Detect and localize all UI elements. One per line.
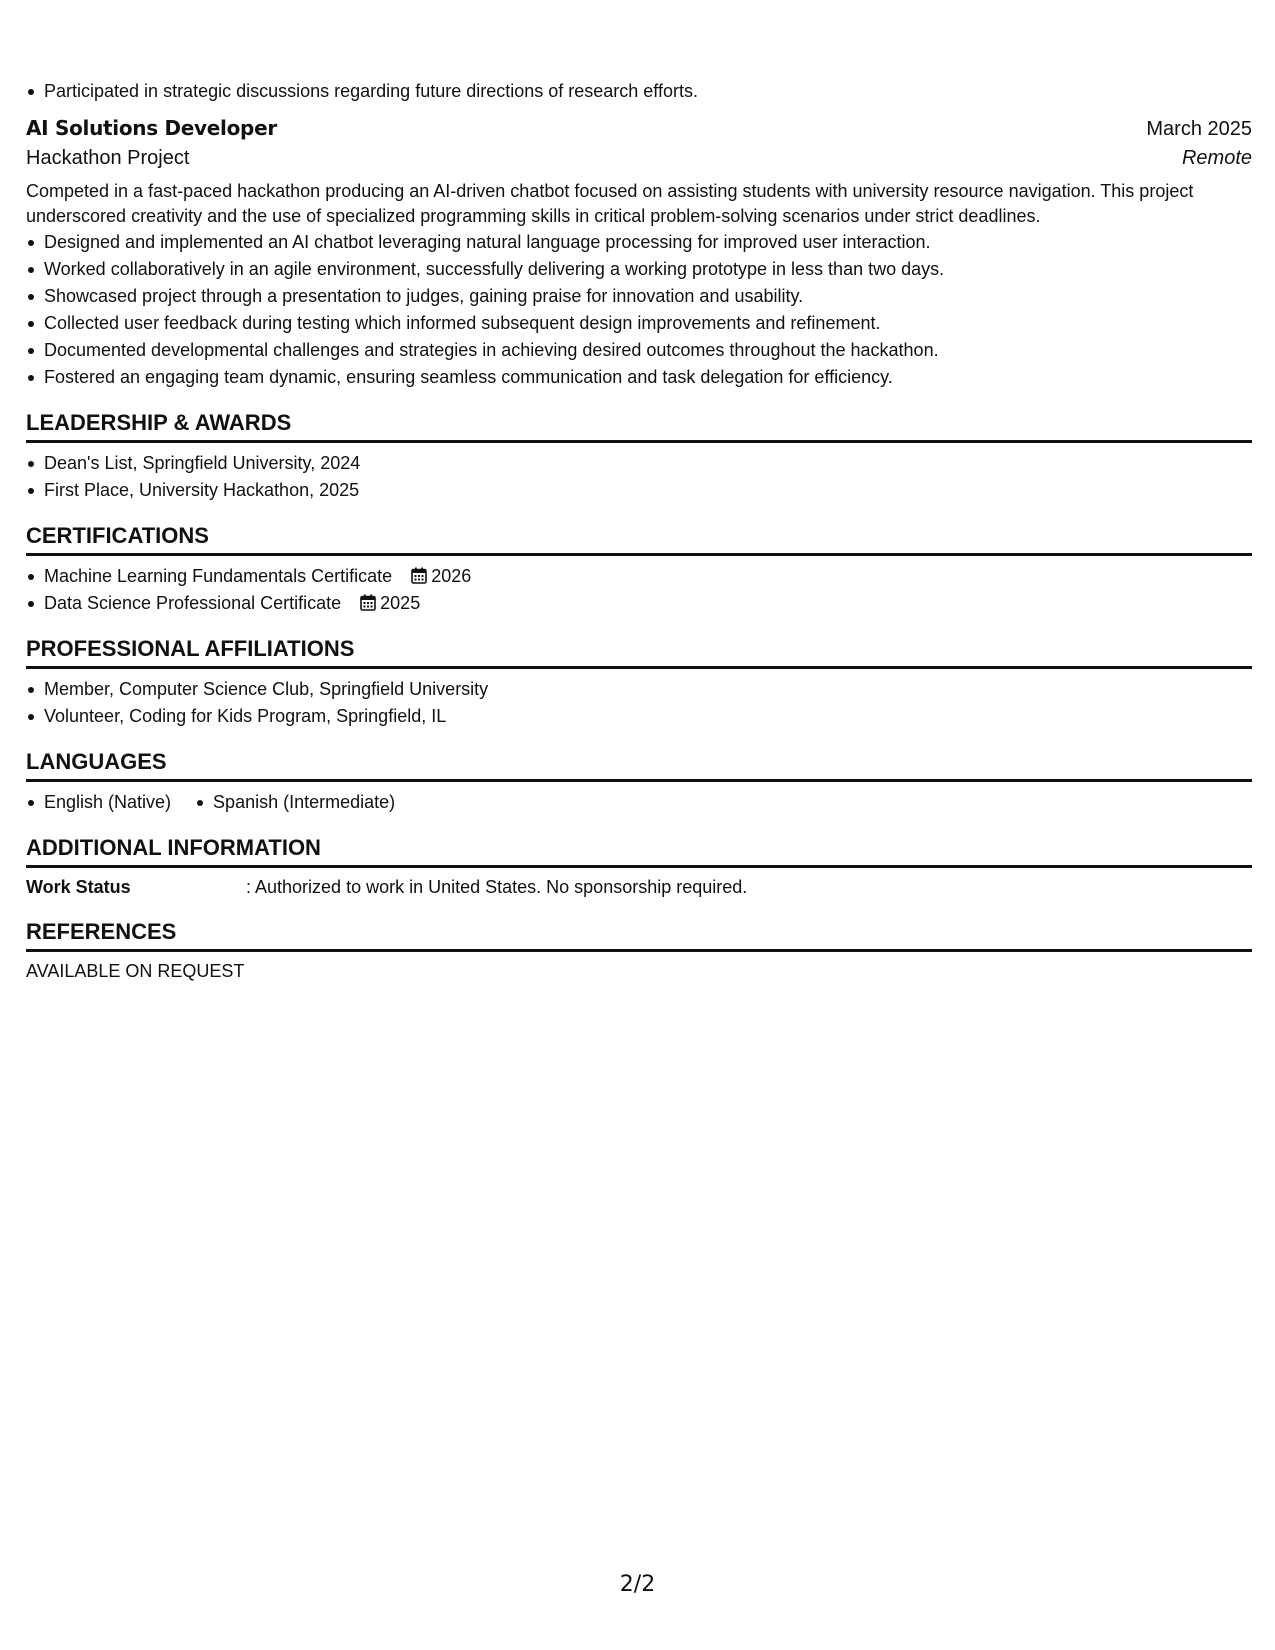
list-item: Fostered an engaging team dynamic, ensuring seamless communication and task delegation for efficiency. [44, 364, 1252, 391]
job-entry [26, 116, 1252, 391]
additional-info-section [26, 834, 1252, 900]
list-item: Designed and implemented an AI chatbot leveraging natural language processing for improved user interaction. [44, 229, 1252, 256]
list-item: First Place, University Hackathon, 2025 [44, 477, 1252, 504]
work-status-value: : Authorized to work in United States. No sponsorship required. [246, 877, 748, 897]
list-item: Collected user feedback during testing which informed subsequent design improvements and refinement. [44, 310, 1252, 337]
job-description: Competed in a fast-paced hackathon producing an AI-driven chatbot focused on assisting students with university resource navigation. This project underscored creativity and the use of specialized programming skills in critical problem-solving scenarios under strict deadlines. [26, 181, 1194, 226]
list-item: Documented developmental challenges and strategies in achieving desired outcomes throughout the hackathon. [44, 337, 1252, 364]
work-status-row [26, 875, 1252, 900]
list-item: Showcased project through a presentation to judges, gaining praise for innovation and usability. [44, 283, 1252, 310]
section-title: ADDITIONAL INFORMATION [26, 834, 1252, 868]
calendar-icon [411, 567, 427, 584]
resume-page [26, 78, 1252, 984]
previous-job-bullets [26, 78, 1252, 105]
references-text: AVAILABLE ON REQUEST [26, 961, 245, 981]
leadership-section [26, 409, 1252, 504]
certification-item [44, 563, 1252, 590]
section-title: CERTIFICATIONS [26, 522, 1252, 556]
section-title: LEADERSHIP & AWARDS [26, 409, 1252, 443]
list-item: Dean's List, Springfield University, 2024 [44, 450, 1252, 477]
work-status-label: Work Status [26, 877, 131, 897]
language-item: Spanish (Intermediate) [213, 789, 395, 816]
certification-item [44, 590, 1252, 617]
certifications-section [26, 522, 1252, 617]
job-title: AI Solutions Developer [26, 116, 277, 140]
references-section [26, 918, 1252, 984]
section-title: PROFESSIONAL AFFILIATIONS [26, 635, 1252, 669]
job-date: March 2025 [1146, 118, 1252, 140]
certification-name: Data Science Professional Certificate [44, 593, 342, 613]
job-bullets [26, 229, 1252, 391]
job-location: Remote [1181, 147, 1252, 169]
language-item: English (Native) [44, 789, 171, 816]
list-item: Worked collaboratively in an agile environment, successfully delivering a working prototype in less than two days. [44, 256, 1252, 283]
certification-name: Machine Learning Fundamentals Certificate [44, 566, 393, 586]
languages-section [26, 748, 1252, 816]
list-item: Volunteer, Coding for Kids Program, Springfield, IL [44, 703, 1252, 730]
list-item: Member, Computer Science Club, Springfield University [44, 676, 1252, 703]
affiliations-section [26, 635, 1252, 730]
certification-year: 2026 [431, 566, 472, 586]
certification-year: 2025 [380, 593, 421, 613]
section-title: LANGUAGES [26, 748, 1252, 782]
page-number: 2/2 [619, 1572, 656, 1597]
section-title: REFERENCES [26, 918, 1252, 952]
list-item: Participated in strategic discussions regarding future directions of research efforts. [44, 78, 1252, 105]
calendar-icon [360, 594, 376, 611]
job-organization: Hackathon Project [26, 147, 190, 169]
